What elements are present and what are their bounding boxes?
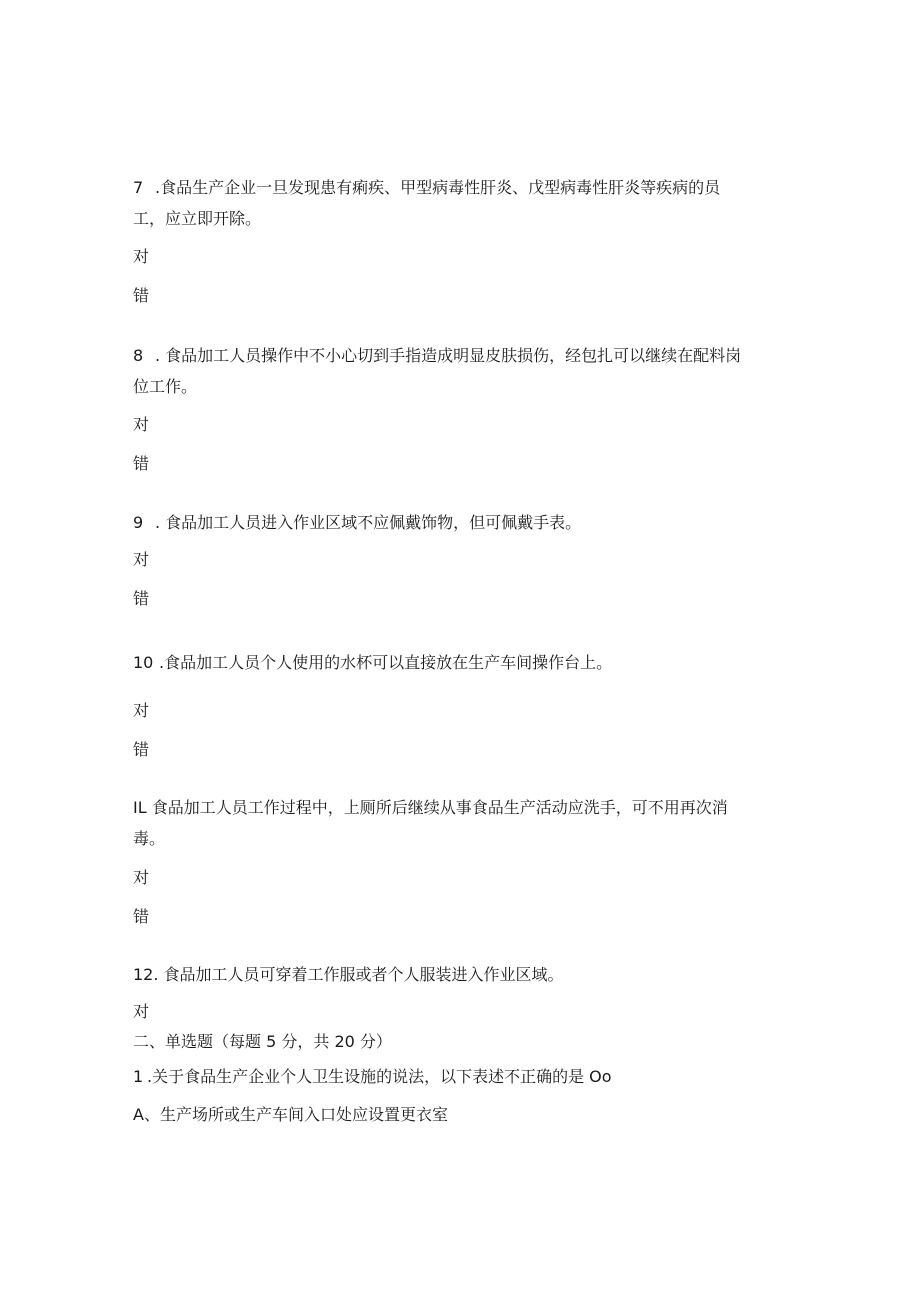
question-number: 1	[133, 1067, 144, 1086]
question-8-option-false[interactable]: 错	[133, 454, 150, 473]
question-text: . 食品加工人员操作中不小心切到手指造成明显皮肤损伤，经包扎可以继续在配料岗	[155, 346, 742, 365]
question-7-option-false[interactable]: 错	[133, 286, 150, 305]
single-choice-option-a[interactable]: A、生产场所或生产车间入口处应设置更衣室	[133, 1105, 448, 1124]
question-12-text: 12. 食品加工人员可穿着工作服或者个人服装进入作业区域。	[133, 965, 564, 984]
question-11-continuation: 毒。	[133, 829, 166, 848]
question-text: .关于食品生产企业个人卫生设施的说法，以下表述不正确的是 Oo	[147, 1067, 612, 1086]
question-12-option-true[interactable]: 对	[133, 1002, 150, 1021]
question-9-text	[133, 513, 581, 533]
question-7-continuation: 工，应立即开除。	[133, 209, 262, 228]
question-8-continuation: 位工作。	[133, 377, 198, 396]
question-11-text: IL 食品加工人员工作过程中，上厕所后继续从事食品生产活动应洗手，可不用再次消	[133, 798, 728, 817]
question-number: 8	[133, 346, 144, 365]
question-text: .食品生产企业一旦发现患有痢疾、甲型病毒性肝炎、戊型病毒性肝炎等疾病的员	[155, 178, 721, 197]
question-11-option-false[interactable]: 错	[133, 907, 150, 926]
question-text: .食品加工人员个人使用的水杯可以直接放在生产车间操作台上。	[159, 653, 613, 672]
question-number: 7	[133, 178, 144, 197]
question-9-option-true[interactable]: 对	[133, 550, 150, 569]
question-10-text	[133, 653, 612, 673]
question-7-text	[133, 178, 720, 198]
question-9-option-false[interactable]: 错	[133, 589, 150, 608]
section-heading: 二、单选题（每题 5 分，共 20 分）	[133, 1032, 392, 1051]
question-11-option-true[interactable]: 对	[133, 868, 150, 887]
question-10-option-false[interactable]: 错	[133, 740, 150, 759]
question-number: 9	[133, 513, 144, 532]
question-8-option-true[interactable]: 对	[133, 415, 150, 434]
question-10-option-true[interactable]: 对	[133, 701, 150, 720]
question-text: . 食品加工人员进入作业区域不应佩戴饰物，但可佩戴手表。	[155, 513, 582, 532]
question-8-text	[133, 346, 741, 366]
question-7-option-true[interactable]: 对	[133, 247, 150, 266]
single-choice-question-1	[133, 1067, 612, 1087]
question-number: 10	[133, 653, 154, 672]
